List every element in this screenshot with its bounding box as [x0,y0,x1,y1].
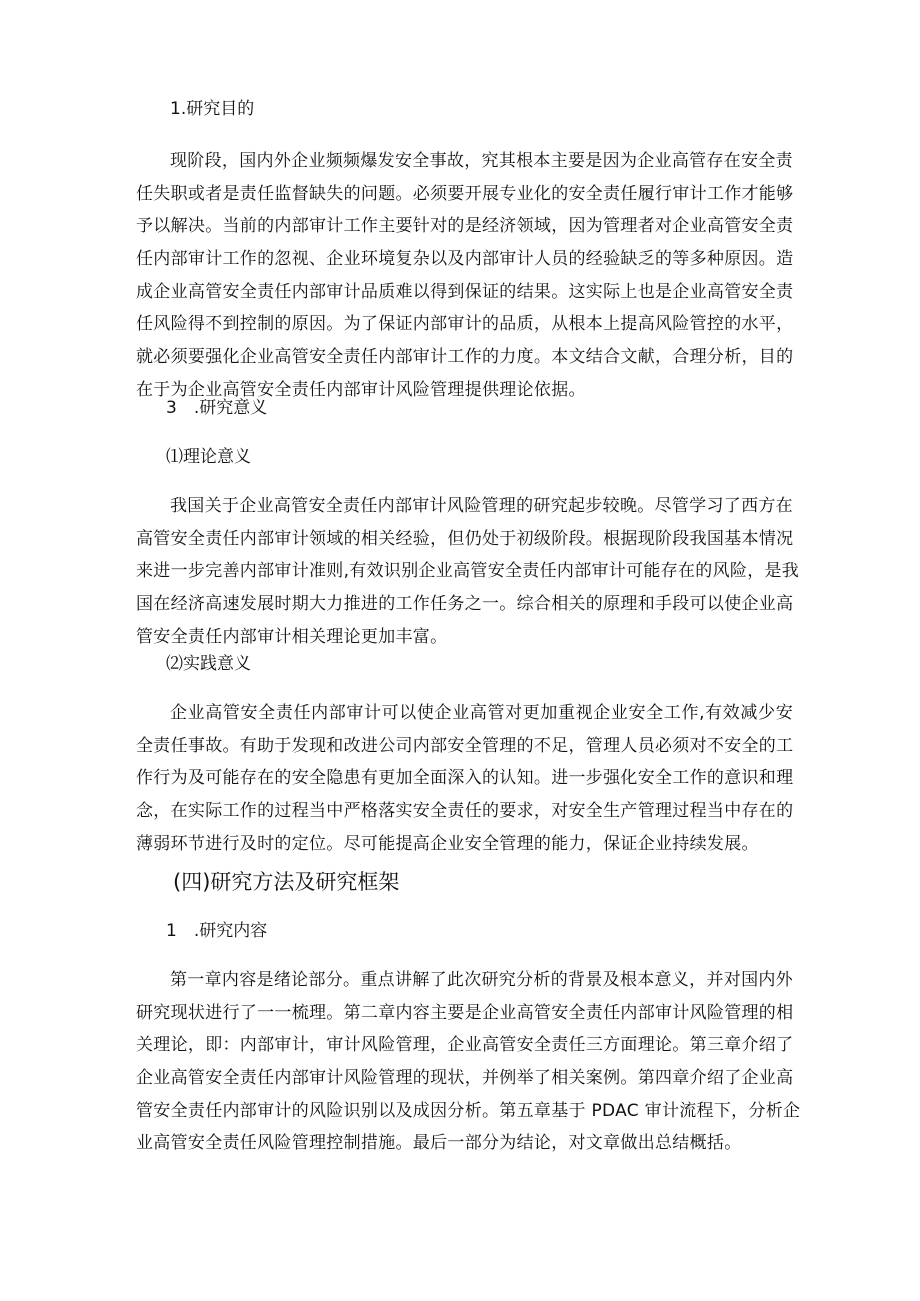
heading-practice-significance: ⑵实践意义 [166,654,251,674]
paragraph-line: 关理论，即：内部审计，审计风险管理，企业高管安全责任三方面理论。第三章介绍了 [136,1035,794,1056]
paragraph-line: 予以解决。当前的内部审计工作主要针对的是经济领域，因为管理者对企业高管安全责 [136,216,794,237]
paragraph-line: 任风险得不到控制的原因。为了保证内部审计的品质，从根本上提高风险管控的水平， [136,314,794,335]
paragraph-line: 任失职或者是责任监督缺失的问题。必须要开展专业化的安全责任履行审计工作才能够 [136,183,794,204]
paragraph-line: 国在经济高速发展时期大力推进的工作任务之一。综合相关的原理和手段可以使企业高 [136,594,794,615]
paragraph-practice-significance [136,697,793,860]
paragraph-line: 全责任事故。有助于发现和改进公司内部安全管理的不足，管理人员必须对不安全的工 [136,735,794,756]
paragraph-line: 管安全责任内部审计相关理论更加丰富。 [136,626,448,647]
paragraph-line: 就必须要强化企业高管安全责任内部审计工作的力度。本文结合文献，合理分析，目的 [136,347,794,368]
paragraph-research-content [136,964,801,1160]
paragraph-line: 我国关于企业高管安全责任内部审计风险管理的研究起步较晚。尽管学习了西方在 [170,496,793,516]
paragraph-line: 现阶段，国内外企业频频爆发安全事故，究其根本主要是因为企业高管存在安全责 [170,151,793,171]
paragraph-line: 管安全责任内部审计的风险识别以及成因分析。第五章基于 PDAC 审计流程下，分析企 [136,1100,801,1121]
paragraph-line: 高管安全责任内部审计领域的相关经验，但仍处于初级阶段。根据现阶段我国基本情况 [136,528,794,549]
paragraph-theory-significance [136,490,800,653]
paragraph-line: 业高管安全责任风险管理控制措施。最后一部分为结论，对文章做出总结概括。 [136,1133,742,1154]
paragraph-research-purpose [136,145,793,407]
paragraph-line: 念，在实际工作的过程当中严格落实安全责任的要求，对安全生产管理过程当中存在的 [136,801,794,822]
paragraph-line: 来进一步完善内部审计准则,有效识别企业高管安全责任内部审计可能存在的风险，是我 [136,561,800,582]
paragraph-line: 研究现状进行了一一梳理。第二章内容主要是企业高管安全责任内部审计风险管理的相 [136,1002,794,1023]
heading-research-content: 1 .研究内容 [166,921,268,941]
heading-methods-framework: (四)研究方法及研究框架 [173,870,400,894]
heading-research-purpose: 1.研究目的 [170,99,255,119]
paragraph-line: 企业高管安全责任内部审计可以使企业高管对更加重视企业安全工作,有效减少安 [170,703,793,723]
paragraph-line: 第一章内容是绪论部分。重点讲解了此次研究分析的背景及根本意义，并对国内外 [170,970,793,990]
paragraph-line: 任内部审计工作的忽视、企业环境复杂以及内部审计人员的经验缺乏的等多种原因。造 [136,249,794,270]
paragraph-line: 企业高管安全责任内部审计风险管理的现状，并例举了相关案例。第四章介绍了企业高 [136,1068,794,1089]
paragraph-line: 成企业高管安全责任内部审计品质难以得到保证的结果。这实际上也是企业高管安全责 [136,281,794,302]
paragraph-line: 薄弱环节进行及时的定位。尽可能提高企业安全管理的能力，保证企业持续发展。 [136,833,759,854]
heading-research-significance: 3 .研究意义 [166,398,268,418]
paragraph-line: 作行为及可能存在的安全隐患有更加全面深入的认知。进一步强化安全工作的意识和理 [136,768,794,789]
paragraph-line: 在于为企业高管安全责任内部审计风险管理提供理论依据。 [136,379,586,400]
heading-theory-significance: ⑴理论意义 [166,447,251,467]
